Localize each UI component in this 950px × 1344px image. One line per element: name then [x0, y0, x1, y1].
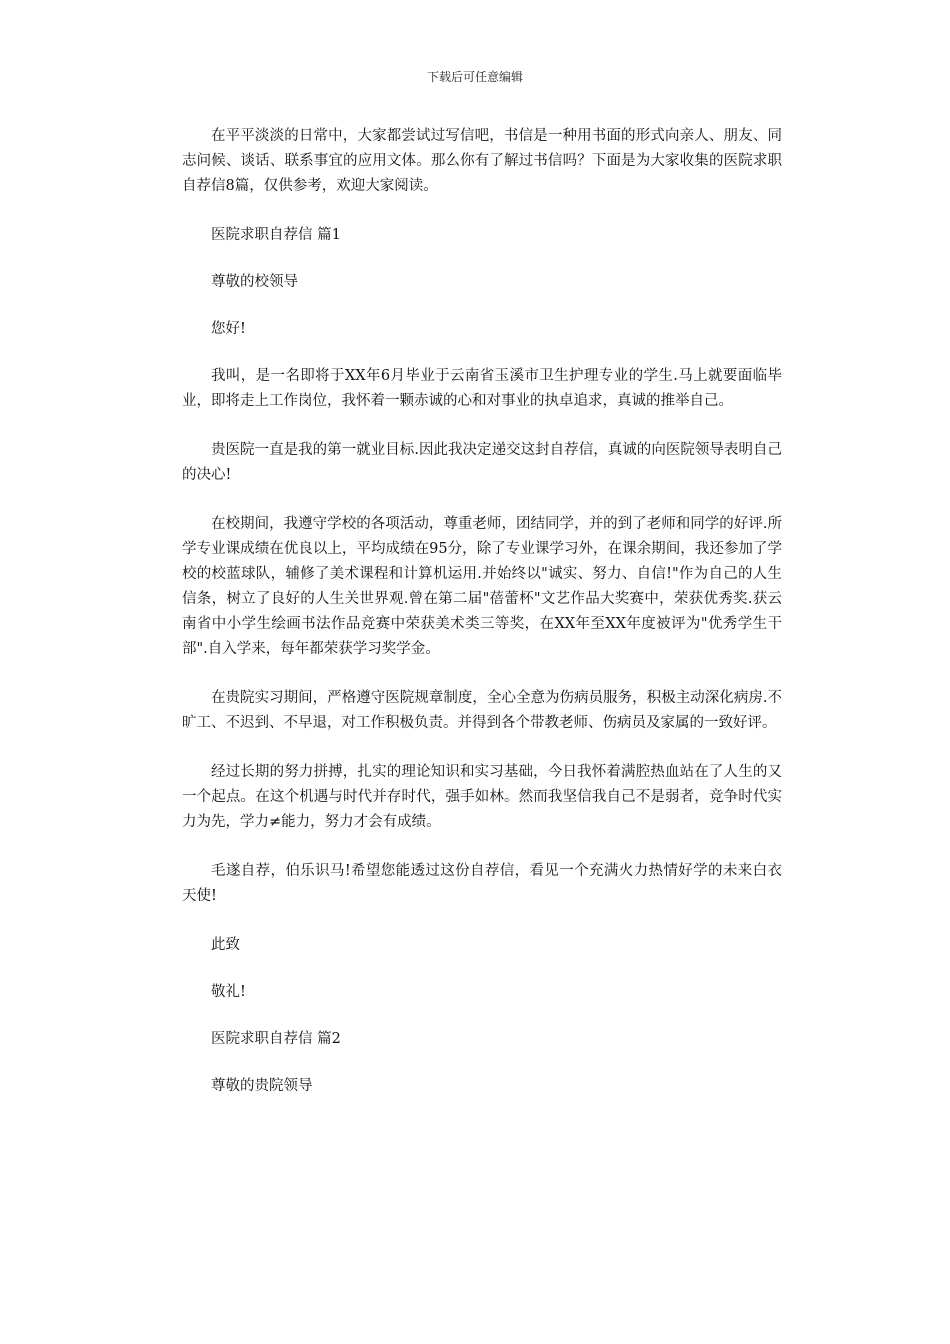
- intro-paragraph: 在平平淡淡的日常中，大家都尝试过写信吧，书信是一种用书面的形式向亲人、朋友、同志问候、谈话、联系事宜的应用文体。那么你有了解过书信吗？下面是为大家收集的医院求职自荐信8篇，仅供参考，欢迎大家阅读。: [182, 128, 782, 194]
- body-paragraph-effort: 经过长期的努力拼搏，扎实的理论知识和实习基础，今日我怀着满腔热血站在了人生的又一个起点。在这个机遇与时代并存时代，强手如林。然而我坚信我自己不是弱者，竞争时代实力为先，学力≠能力，努力才会有成绩。: [182, 764, 782, 830]
- body-paragraph-internship: 在贵院实习期间，严格遵守医院规章制度，全心全意为伤病员服务，积极主动深化病房.不旷工、不迟到、不早退，对工作积极负责。并得到各个带教老师、伤病员及家属的一致好评。: [182, 690, 782, 731]
- body-paragraph-closing: 毛遂自荐，伯乐识马!希望您能透过这份自荐信，看见一个充满火力热情好学的未来白衣天使!: [182, 863, 782, 904]
- section-heading-1: 医院求职自荐信 篇1: [211, 227, 341, 243]
- salutation-2: 尊敬的贵院领导: [211, 1078, 313, 1094]
- closing-salute: 此致: [211, 937, 240, 953]
- body-paragraph-self-intro: 我叫，是一名即将于XX年6月毕业于云南省玉溪市卫生护理专业的学生.马上就要面临毕业，即将走上工作岗位，我怀着一颗赤诚的心和对事业的执卓追求，真诚的推举自己。: [182, 368, 782, 409]
- document-body: [182, 124, 782, 1121]
- header-note: 下载后可任意编辑: [426, 70, 523, 84]
- closing-regards: 敬礼!: [211, 984, 246, 1000]
- salutation-1: 尊敬的校领导: [211, 274, 298, 290]
- section-heading-2: 医院求职自荐信 篇2: [211, 1031, 341, 1047]
- body-paragraph-school: 在校期间，我遵守学校的各项活动，尊重老师，团结同学，并的到了老师和同学的好评.所学专业课成绩在优良以上，平均成绩在95分，除了专业课学习外，在课余期间，我还参加了学校的校蓝球队，辅修了美术课程和计算机运用.并始终以"诚实、努力、自信!"作为自己的人生信条，树立了良好的人生关世界观.曾在第二届"蓓蕾杯"文艺作品大奖赛中，荣获优秀奖.获云南省中小学生绘画书法作品竞赛中荣获美术类三等奖，在XX年至XX年度被评为"优秀学生干部".自入学来，每年都荣获学习奖学金。: [182, 516, 782, 657]
- body-paragraph-goal: 贵医院一直是我的第一就业目标.因此我决定递交这封自荐信，真诚的向医院领导表明自己的决心!: [182, 442, 782, 483]
- greeting-1: 您好!: [211, 321, 246, 337]
